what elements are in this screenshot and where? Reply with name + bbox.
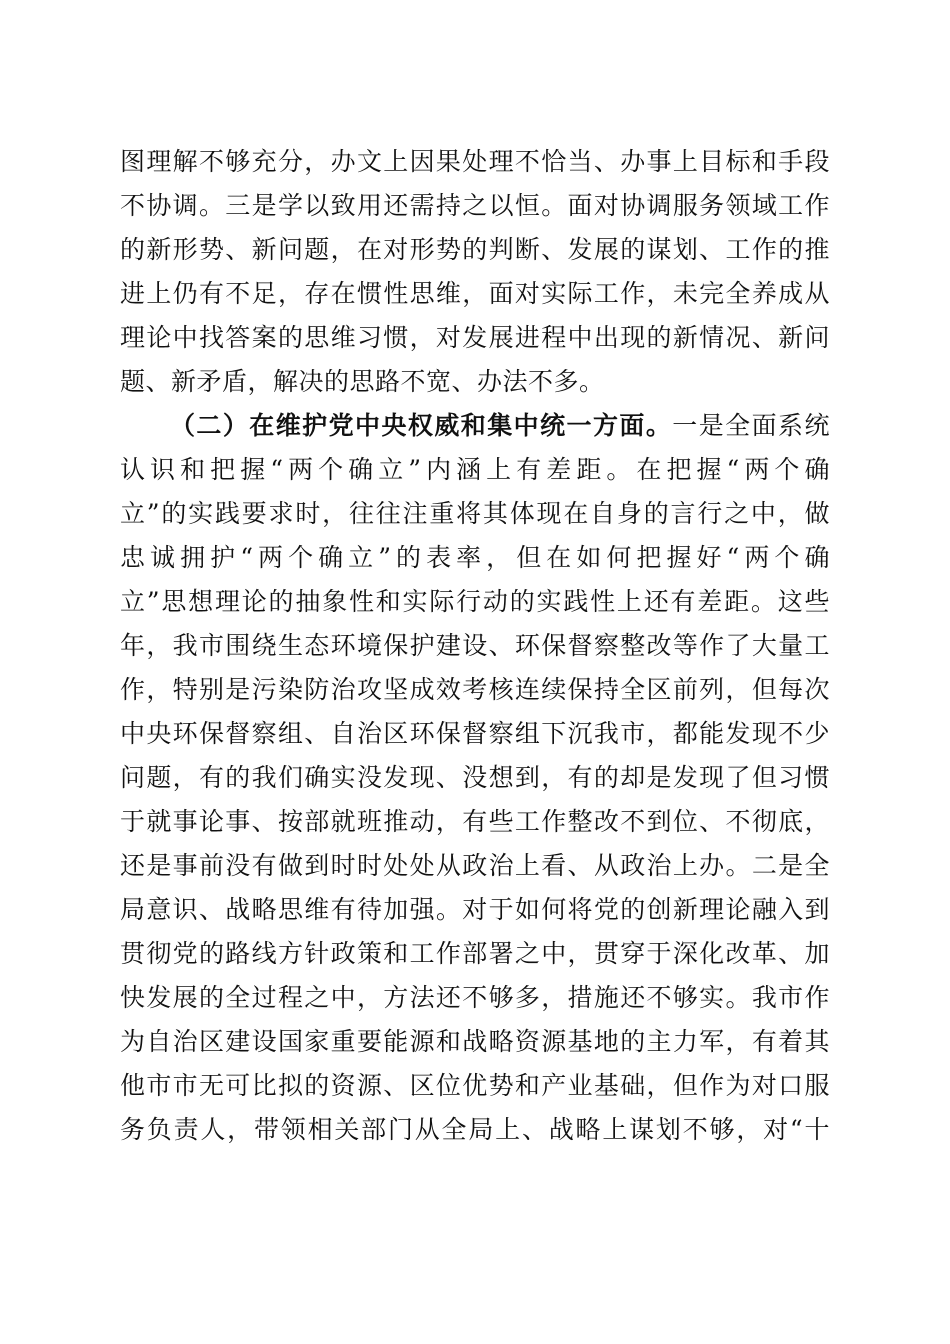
text-line: 贯彻党的路线方针政策和工作部署之中，贯穿于深化改革、加 [120, 939, 830, 968]
text-line: 理论中找答案的思维习惯，对发展进程中出现的新情况、新问 [120, 323, 830, 352]
text-line: 题、新矛盾，解决的思路不宽、办法不多。 [120, 367, 605, 396]
text-line: 为自治区建设国家重要能源和战略资源基地的主力军，有着其 [120, 1027, 830, 1056]
section-heading-line [120, 404, 830, 448]
text-line: 立”的实践要求时，往往注重将其体现在自身的言行之中，做 [120, 499, 830, 528]
text-line: 作，特别是污染防治攻坚成效考核连续保持全区前列，但每次 [120, 675, 830, 704]
text-line: 于就事论事、按部就班推动，有些工作整改不到位、不彻底， [120, 807, 830, 836]
text-line: 快发展的全过程之中，方法还不够多，措施还不够实。我市作 [120, 983, 830, 1012]
text-line: 中央环保督察组、自治区环保督察组下沉我市，都能发现不少 [120, 719, 830, 748]
text-line: 问题，有的我们确实没发现、没想到，有的却是发现了但习惯 [120, 763, 830, 792]
text-line: 年，我市围绕生态环境保护建设、环保督察整改等作了大量工 [120, 631, 830, 660]
text-line: 图理解不够充分，办文上因果处理不恰当、办事上目标和手段 [120, 147, 830, 176]
text-line: 不协调。三是学以致用还需持之以恒。面对协调服务领域工作 [120, 191, 830, 220]
text-line: 务负责人，带领相关部门从全局上、战略上谋划不够，对“十 [120, 1115, 830, 1144]
text-line: 忠诚拥护“两个确立”的表率，但在如何把握好“两个确 [120, 543, 830, 572]
text-line: 还是事前没有做到时时处处从政治上看、从政治上办。二是全 [120, 851, 830, 880]
text-run: 一是全面系统 [672, 411, 830, 440]
body-text [120, 140, 830, 1152]
section-heading: （二）在维护党中央权威和集中统一方面。 [170, 411, 673, 440]
text-line: 进上仍有不足，存在惯性思维，面对实际工作，未完全养成从 [120, 279, 830, 308]
text-line: 的新形势、新问题，在对形势的判断、发展的谋划、工作的推 [120, 235, 830, 264]
text-line: 认识和把握“两个确立”内涵上有差距。在把握“两个确 [120, 455, 830, 484]
text-line: 他市市无可比拟的资源、区位优势和产业基础，但作为对口服 [120, 1071, 830, 1100]
text-line: 立”思想理论的抽象性和实际行动的实践性上还有差距。这些 [120, 587, 830, 616]
text-line: 局意识、战略思维有待加强。对于如何将党的创新理论融入到 [120, 895, 830, 924]
